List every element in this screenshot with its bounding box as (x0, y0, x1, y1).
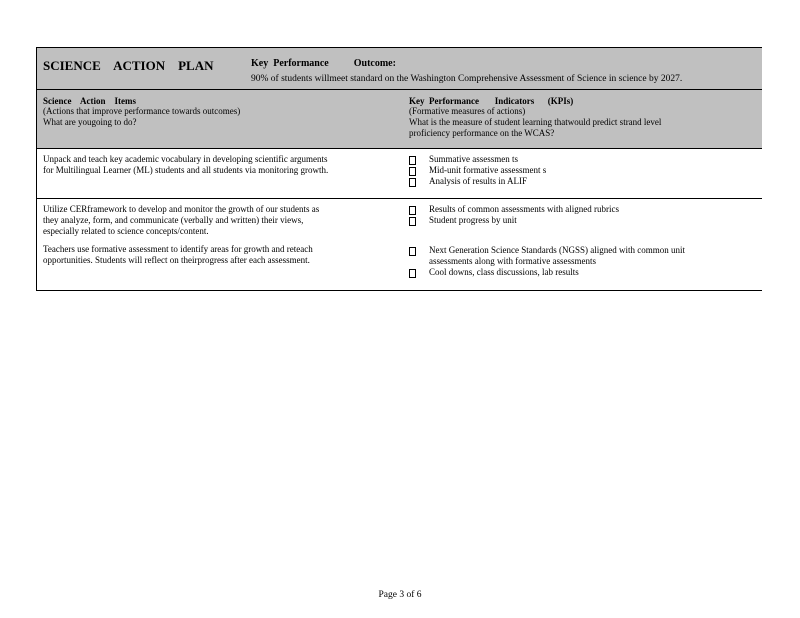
bullet-box-icon (409, 156, 416, 165)
bullet-box-icon (409, 247, 416, 256)
kpi-cell (409, 154, 759, 187)
table-row (37, 149, 762, 199)
plan-header (37, 47, 762, 90)
kpi-header (409, 90, 759, 139)
kpi-header-line: proficiency performance on the WCAS? (409, 128, 555, 138)
column-headers (37, 90, 762, 149)
action-text: Teachers use formative assessment to identify areas for growth and reteach (43, 244, 313, 254)
actions-header-title: Science Action Items (43, 96, 136, 106)
page-number: Page 3 of 6 (378, 590, 422, 600)
kpi-header-title: Key Performance Indicators (KPIs) (409, 96, 574, 106)
kpi-item: Analysis of results in ALIF (409, 176, 759, 187)
bullet-box-icon (409, 269, 416, 278)
bullet-box-icon (409, 206, 416, 215)
kpi-item: Summative assessmen ts (409, 154, 759, 165)
actions-header-line: (Actions that improve performance towards outcomes) (43, 106, 241, 116)
kpo-text: 90% of students willmeet standard on the Washington Comprehensive Assessment of Science in science by 2027. (251, 74, 683, 84)
kpo-label: Key Performance Outcome: (251, 58, 396, 69)
action-text: opportunities. Students will reflect on theirprogress after each assessment. (43, 255, 310, 265)
kpi-header-line: (Formative measures of actions) (409, 106, 526, 116)
kpi-item: Results of common assessments with aligned rubrics (409, 204, 759, 215)
kpi-item: Next Generation Science Standards (NGSS) aligned with common unit assessments along with formative assessments (409, 245, 759, 267)
actions-header-line: What are yougoing to do? (43, 117, 137, 127)
action-plan-table (36, 47, 762, 291)
table-row (37, 199, 762, 291)
action-text: they analyze, form, and communicate (verbally and written) their views, (43, 215, 304, 225)
action-text: Unpack and teach key academic vocabulary in developing scientific arguments (43, 154, 328, 164)
action-text: for Multilingual Learner (ML) students and all students via monitoring growth. (43, 165, 329, 175)
page-title: SCIENCE ACTION PLAN (43, 58, 214, 73)
kpi-header-line: What is the measure of student learning thatwould predict strand level (409, 117, 662, 127)
bullet-box-icon (409, 178, 416, 187)
kpi-item: Student progress by unit (409, 215, 759, 226)
bullet-box-icon (409, 217, 416, 226)
bullet-box-icon (409, 167, 416, 176)
action-cell (43, 204, 403, 266)
kpi-cell (409, 204, 759, 278)
kpi-item: Mid-unit formative assessment s (409, 165, 759, 176)
action-cell (43, 154, 403, 176)
action-text: Utilize CERframework to develop and monitor the growth of our students as (43, 204, 320, 214)
actions-header (43, 90, 403, 128)
kpi-item: Cool downs, class discussions, lab results (409, 267, 759, 278)
action-text: especially related to science concepts/content. (43, 226, 209, 236)
